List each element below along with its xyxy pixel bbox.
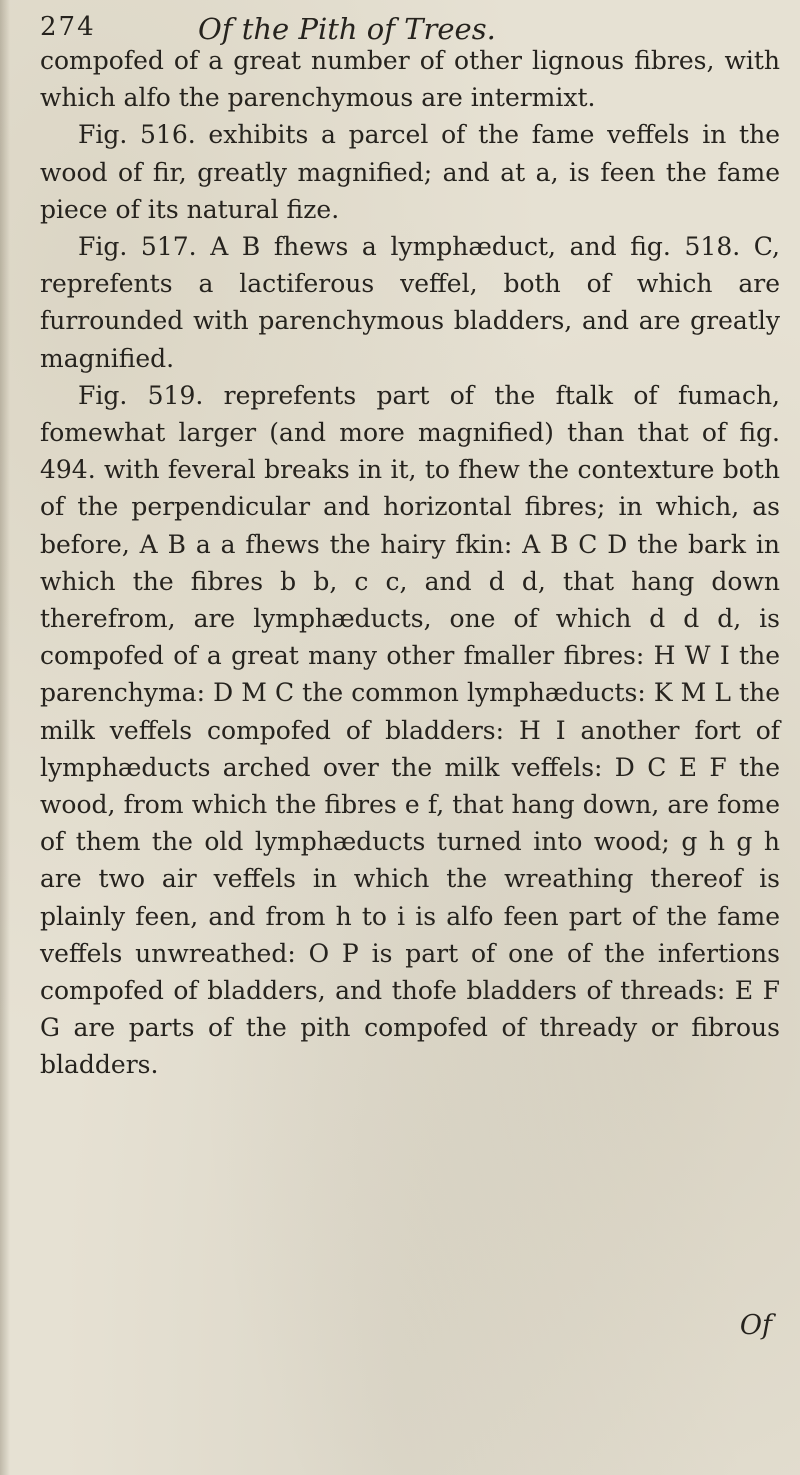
paragraph-fig-516: Fig. 516. exhibits a parcel of the fame veffels in the wood of fir, greatly magnified; and at a, is feen the fame piece of its natural fize. [40, 120, 780, 224]
paragraph-fig-519: Fig. 519. reprefents part of the ftalk of fumach, fomewhat larger (and more magnified) than that of fig. 494. with feveral breaks in it, to fhew the contexture both of the perpendicular and horizontal fibres; in which, as before, A B a a fhews the hairy fkin: A B C D the bark in which the fibres b b, c c, and d d, that hang down therefrom, are lymphæducts, one of which d d d, is compofed of a great many other fmaller fibres: H W I the parenchyma: D M C the common lymphæducts: K M L the milk veffels compofed of bladders: H I another fort of lymphæducts arched over the milk veffels: D C E F the wood, from which the fibres e f, that hang down, are fome of them the old lymphæducts turned into wood; g h g h are two air veffels in which the wreathing thereof is plainly feen, and from h to i is alfo feen part of the fame veffels unwreathed: O P is part of one of the infertions compofed of bladders, and thofe bladders of threads: E F G are parts of the pith compofed of thready or fibrous bladders. [40, 380, 780, 1080]
catchword: Of [739, 1310, 772, 1341]
body-text [40, 42, 780, 1084]
gutter-shadow [0, 0, 10, 1475]
paragraph-continuation: compofed of a great number of other lignous fibres, with which alfo the parenchymous are intermixt. [40, 46, 780, 113]
page-header-title: Of the Pith of Trees. [198, 12, 496, 46]
paragraph-fig-517: Fig. 517. A B fhews a lymphæduct, and fig. 518. C, reprefents a lactiferous veffel, both of which are furrounded with parenchymous bladders, and are greatly magnified. [40, 232, 780, 373]
page-number: 274 [40, 12, 96, 42]
